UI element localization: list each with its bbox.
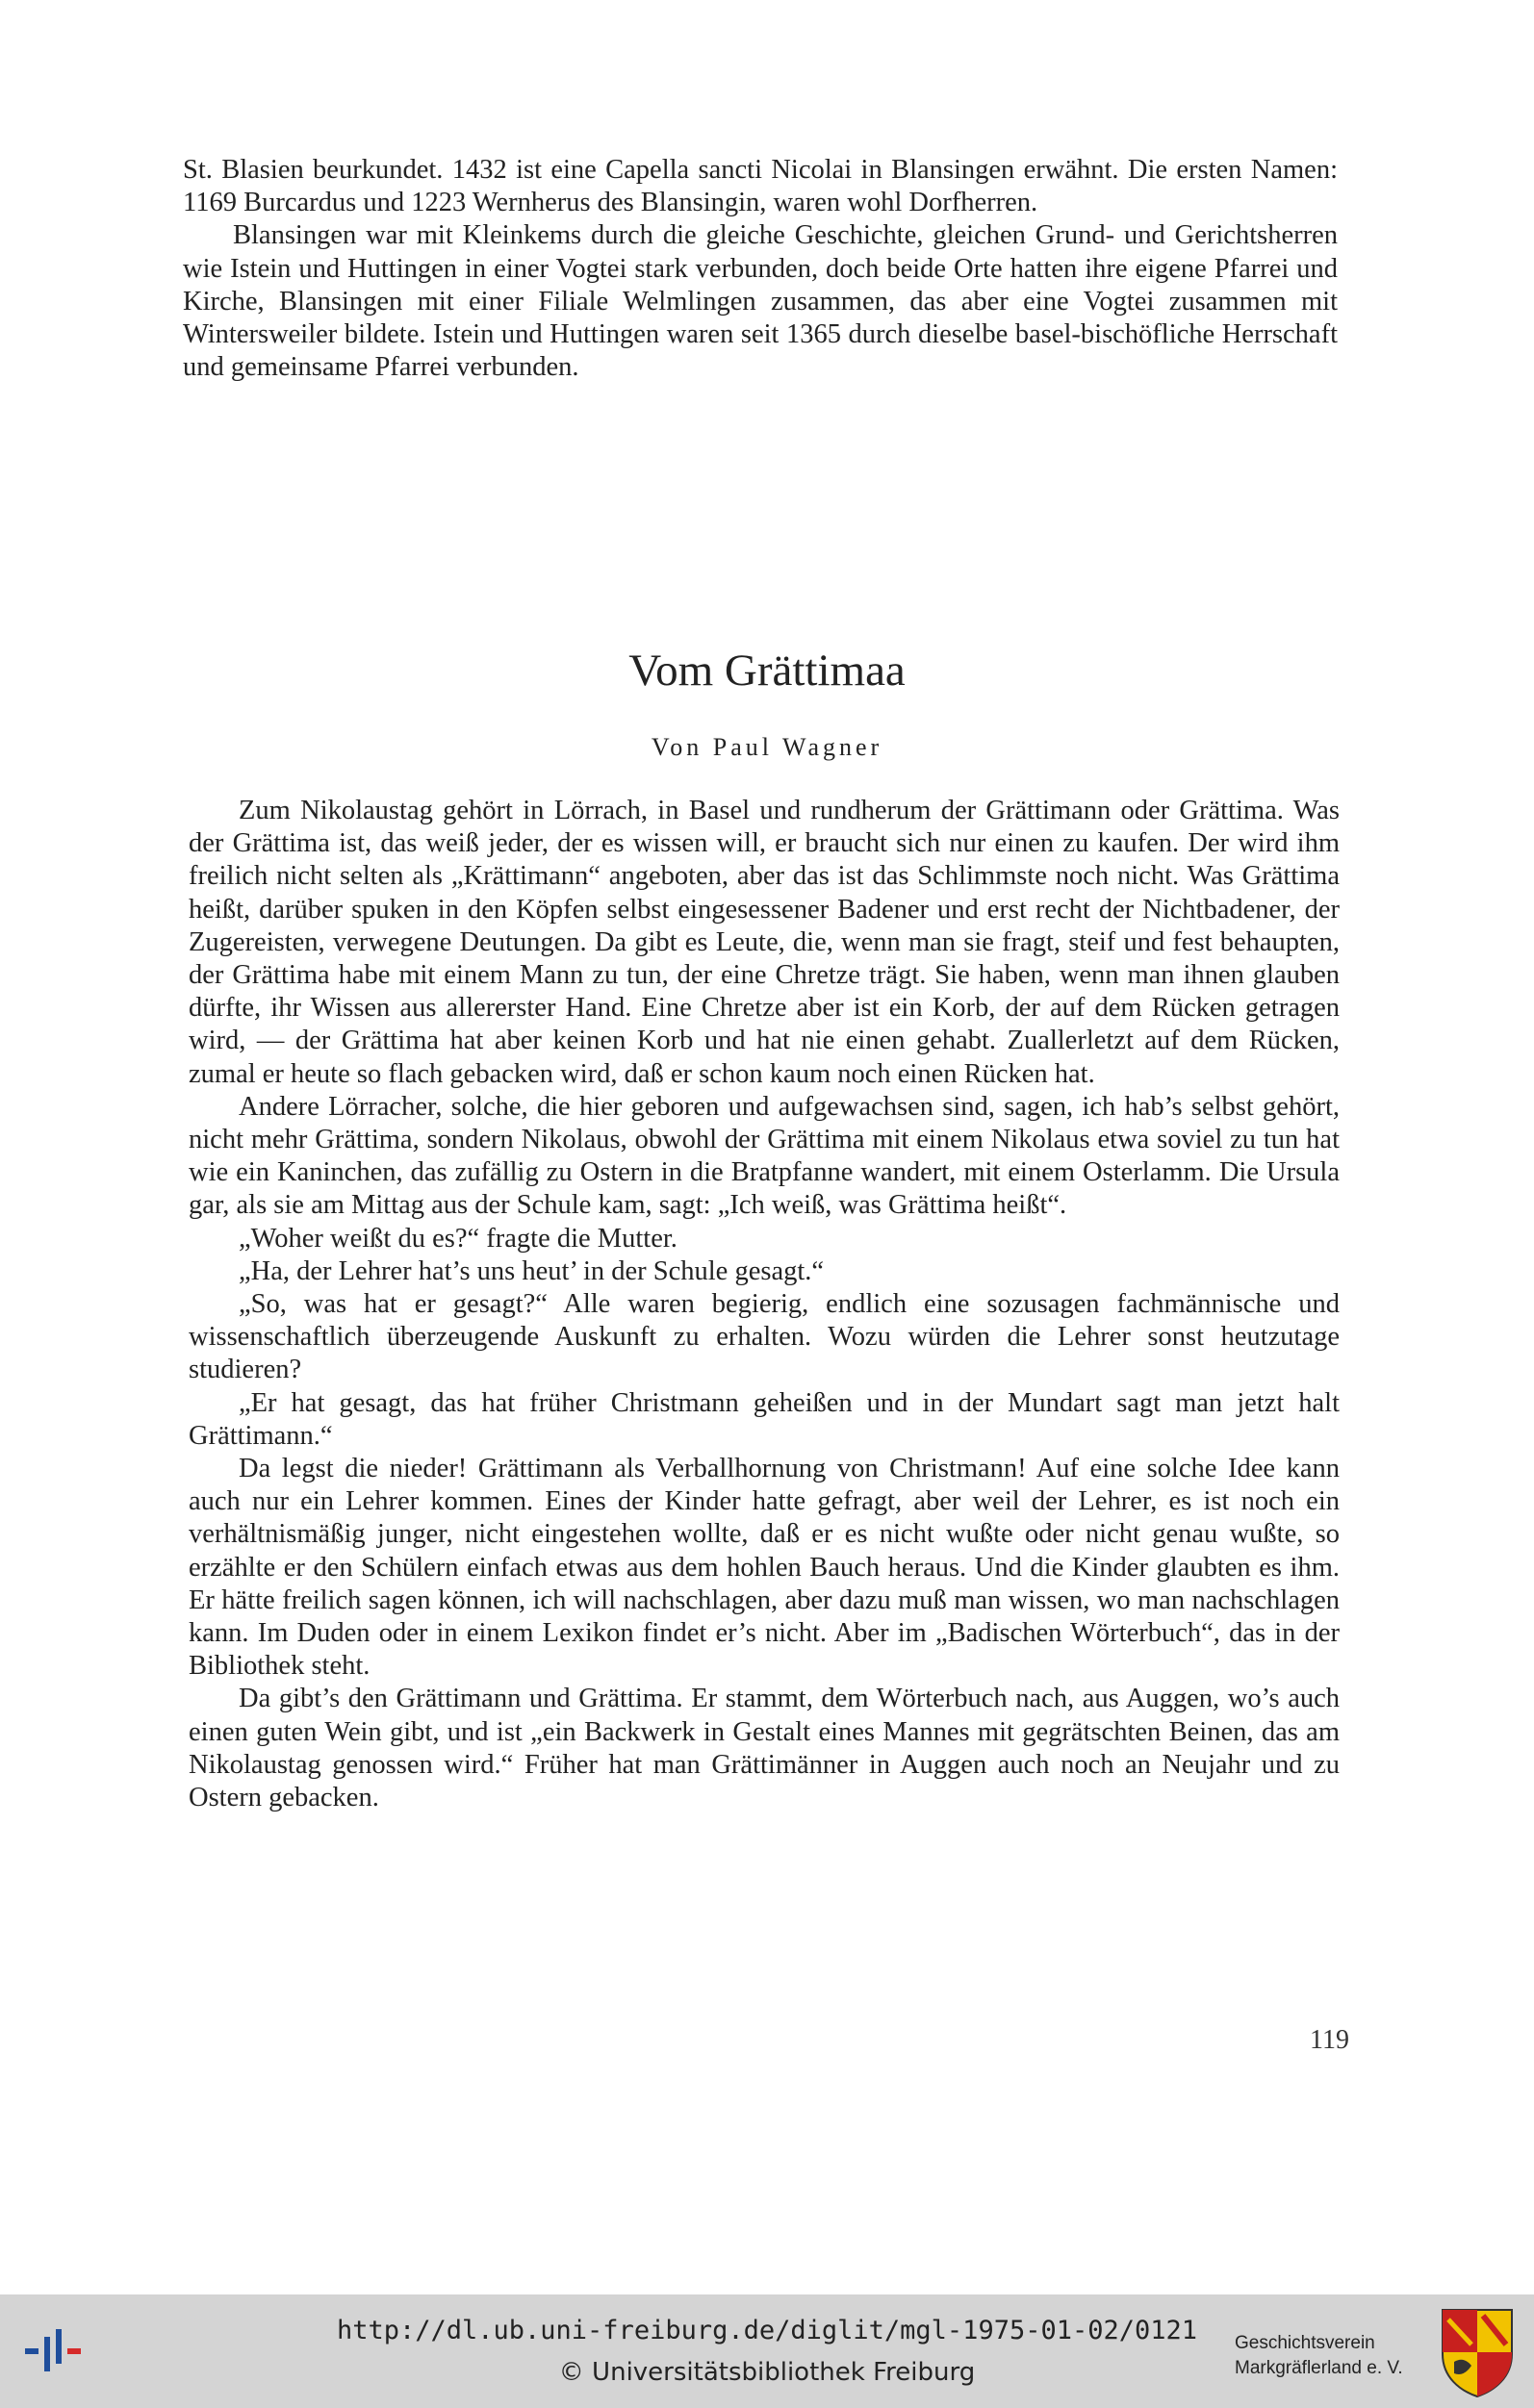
society-name-line2: Markgräflerland e. V. (1235, 2358, 1403, 2378)
document-url-link[interactable]: http://dl.ub.uni-freiburg.de/diglit/mgl-1975-01-02/0121 (336, 2316, 1198, 2345)
article-paragraph: Da legst die nieder! Grättimann als Verballhornung von Christmann! Auf eine solche Idee kann auch nur ein Lehrer kommen. Eines der Kinder hatte gefragt, aber weil der Lehrer, es ist noch ein verhältnismäßig junger, nicht eingestehen wollte, daß er es nicht wußte oder nicht genau wußte, so erzählte er den Schülern einfach etwas aus dem hohlen Bauch heraus. Und die Kinder glaubten es ihm. Er hätte freilich sagen können, ich will nachschlagen, aber dazu muß man wissen, wo man nachschlagen kann. Im Duden oder in einem Lexikon findet er’s nicht. Aber im „Badischen Wörterbuch“, das in der Bibliothek steht. (189, 1454, 1340, 1682)
coat-of-arms-icon (1439, 2306, 1516, 2398)
intro-paragraph: St. Blasien beurkundet. 1432 ist eine Capella sancti Nicolai in Blansingen erwähnt. Die ersten Namen: 1169 Burcardus und 1223 Wernherus des Blansingin, waren wohl Dorfherren. (183, 155, 1338, 218)
footer-bar (0, 2294, 1534, 2408)
society-name (1235, 2331, 1427, 2381)
page-number: 119 (1310, 2025, 1349, 2055)
article-paragraph: Zum Nikolaustag gehört in Lörrach, in Basel und rundherum der Grättimann oder Grättima. Was der Grättima ist, das weiß jeder, der es wissen will, er braucht sich nur einen zu kaufen. Der wird ihm freilich nicht selten als „Krättimann“ angeboten, aber das ist das Schlimmste noch nicht. Was Grättima heißt, darüber spuken in den Köpfen selbst eingesessener Badener und erst recht der Nichtbadener, der Zugereisten, verwegene Deutungen. Da gibt es Leute, die, wenn man sie fragt, steif und fest behaupten, der Grättima habe mit einem Mann zu tun, der eine Chretze trägt. Sie haben, wenn man ihnen glauben dürfte, ihr Wissen aus allererster Hand. Eine Chretze aber ist ein Korb, der auf dem Rücken getragen wird, — der Grättima hat aber keinen Korb und hat nie einen gehabt. Zuallerletzt auf dem Rücken, zumal er heute so flach gebacken wird, daß er schon kaum noch einen Rücken hat. (189, 796, 1340, 1089)
copyright-text: © Universitätsbibliothek Freiburg (558, 2358, 976, 2387)
article-paragraph: „So, was hat er gesagt?“ Alle waren begierig, endlich eine sozusagen fachmännische und wissenschaftlich überzeugende Auskunft zu erhalten. Wozu würden die Lehrer sonst heutzutage studieren? (189, 1289, 1340, 1385)
article-paragraph: Da gibt’s den Grättimann und Grättima. Er stammt, dem Wörterbuch nach, aus Auggen, wo’s auch einen guten Wein gibt, und ist „ein Backwerk in Gestalt eines Mannes mit gegrätschten Beinen, das am Nikolaustag genossen wird.“ Früher hat man Grättimänner in Auggen auch noch an Neujahr und zu Ostern gebacken. (189, 1684, 1340, 1813)
article-paragraph: „Er hat gesagt, das hat früher Christmann geheißen und in der Mundart sagt man jetzt halt Grättimann.“ (189, 1387, 1340, 1451)
intro-text-block (183, 154, 1338, 384)
article-paragraph: „Woher weißt du es?“ fragte die Mutter. (239, 1223, 678, 1254)
article-paragraph: Andere Lörracher, solche, die hier geboren und aufgewachsen sind, sagen, ich hab’s selbst gehört, nicht mehr Grättima, sondern Nikolaus, obwohl der Grättima mit einem Nikolaus etwa soviel zu tun hat wie ein Kaninchen, das zufällig zu Ostern in die Bratpfanne wandert, mit einem Osterlamm. Die Ursula gar, als sie am Mittag aus der Schule kam, sagt: „Ich weiß, was Grättima heißt“. (189, 1091, 1340, 1221)
article-paragraph: „Ha, der Lehrer hat’s uns heut’ in der Schule gesagt.“ (239, 1255, 825, 1286)
article-title: Vom Grättimaa (628, 646, 906, 696)
intro-paragraph: Blansingen war mit Kleinkems durch die gleiche Geschichte, gleichen Grund- und Gerichtsherren wie Istein und Huttingen in einer Vogtei stark verbunden, doch beide Orte hatten ihre eigene Pfarrei und Kirche, Blansingen mit einer Filiale Welmlingen zusammen, das aber eine Vogtei zusammen mit Wintersweiler bildete. Istein und Huttingen waren seit 1365 durch dieselbe basel-bischöfliche Herrschaft und gemeinsame Pfarrei verbunden. (183, 220, 1338, 383)
article-byline: Von Paul Wagner (651, 733, 883, 761)
society-name-line1: Geschichtsverein (1235, 2333, 1375, 2353)
article-body (189, 795, 1340, 1814)
